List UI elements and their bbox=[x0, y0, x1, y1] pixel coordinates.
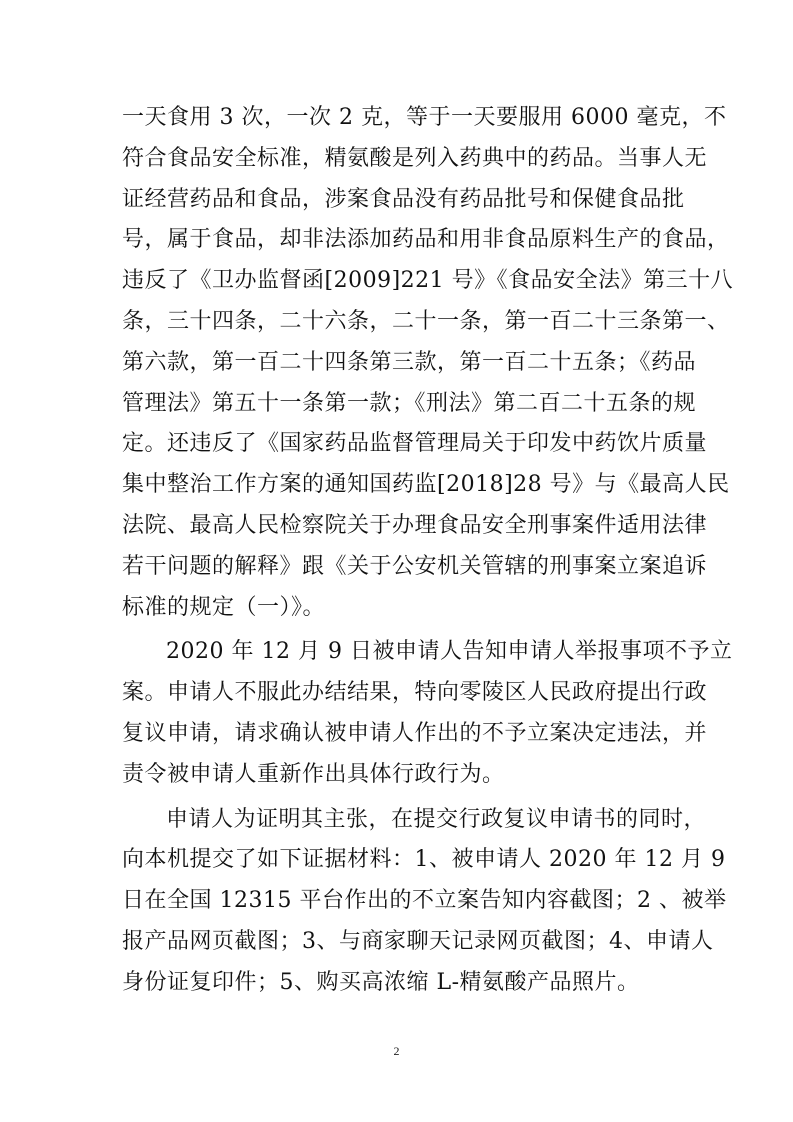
text-line: 向本机提交了如下证据材料：1、被申请人 2020 年 12 月 9 bbox=[122, 847, 726, 873]
text-line: 日在全国 12315 平台作出的不立案告知内容截图；2 、被举 bbox=[122, 888, 727, 914]
text-line: 身份证复印件；5、购买高浓缩 L-精氨酸产品照片。 bbox=[122, 969, 640, 995]
text-line: 2020 年 12 月 9 日被申请人告知申请人举报事项不予立 bbox=[166, 639, 733, 665]
text-line: 第六款，第一百二十四条第三款，第一百二十五条；《药品 bbox=[122, 349, 697, 375]
text-line: 申请人为证明其主张，在提交行政复议申请书的同时， bbox=[166, 806, 707, 832]
text-line: 报产品网页截图；3、与商家聊天记录网页截图；4、申请人 bbox=[122, 928, 714, 954]
page-number: 2 bbox=[393, 1044, 400, 1058]
paragraph-evidence bbox=[122, 800, 727, 1004]
text-line: 案。申请人不服此办结结果，特向零陵区人民政府提出行政 bbox=[122, 680, 708, 706]
text-line: 条，三十四条，二十六条，二十一条，第一百二十三条第一、 bbox=[122, 308, 730, 334]
text-line: 若干问题的解释》跟《关于公安机关管辖的刑事案立案追诉 bbox=[122, 553, 708, 579]
text-line: 复议申请，请求确认被申请人作出的不予立案决定违法，并 bbox=[122, 720, 708, 746]
text-line: 责令被申请人重新作出具体行政行为。 bbox=[122, 761, 505, 787]
document-body bbox=[122, 98, 734, 1004]
text-line: 符合食品安全标准，精氨酸是列入药典中的药品。当事人无 bbox=[122, 145, 708, 171]
text-line: 号，属于食品，却非法添加药品和用非食品原料生产的食品， bbox=[122, 227, 730, 253]
text-line: 定。还违反了《国家药品监督管理局关于印发中药饮片质量 bbox=[122, 431, 708, 457]
paragraph-not-filed bbox=[122, 632, 733, 795]
text-line: 法院、最高人民检察院关于办理食品安全刑事案件适用法律 bbox=[122, 512, 708, 538]
text-line: 一天食用 3 次，一次 2 克，等于一天要服用 6000 毫克，不 bbox=[122, 105, 727, 130]
text-line: 证经营药品和食品，涉案食品没有药品批号和保健食品批 bbox=[122, 186, 685, 212]
text-line: 违反了《卫办监督函[2009]221 号》《食品安全法》第三十八 bbox=[122, 268, 734, 294]
text-line: 集中整治工作方案的通知国药监[2018]28 号》与《最高人民 bbox=[122, 472, 730, 498]
text-line: 标准的规定（一）》。 bbox=[122, 594, 326, 620]
text-line: 管理法》第五十一条第一款；《刑法》第二百二十五条的规 bbox=[122, 390, 697, 416]
paragraph-violations bbox=[122, 98, 734, 628]
